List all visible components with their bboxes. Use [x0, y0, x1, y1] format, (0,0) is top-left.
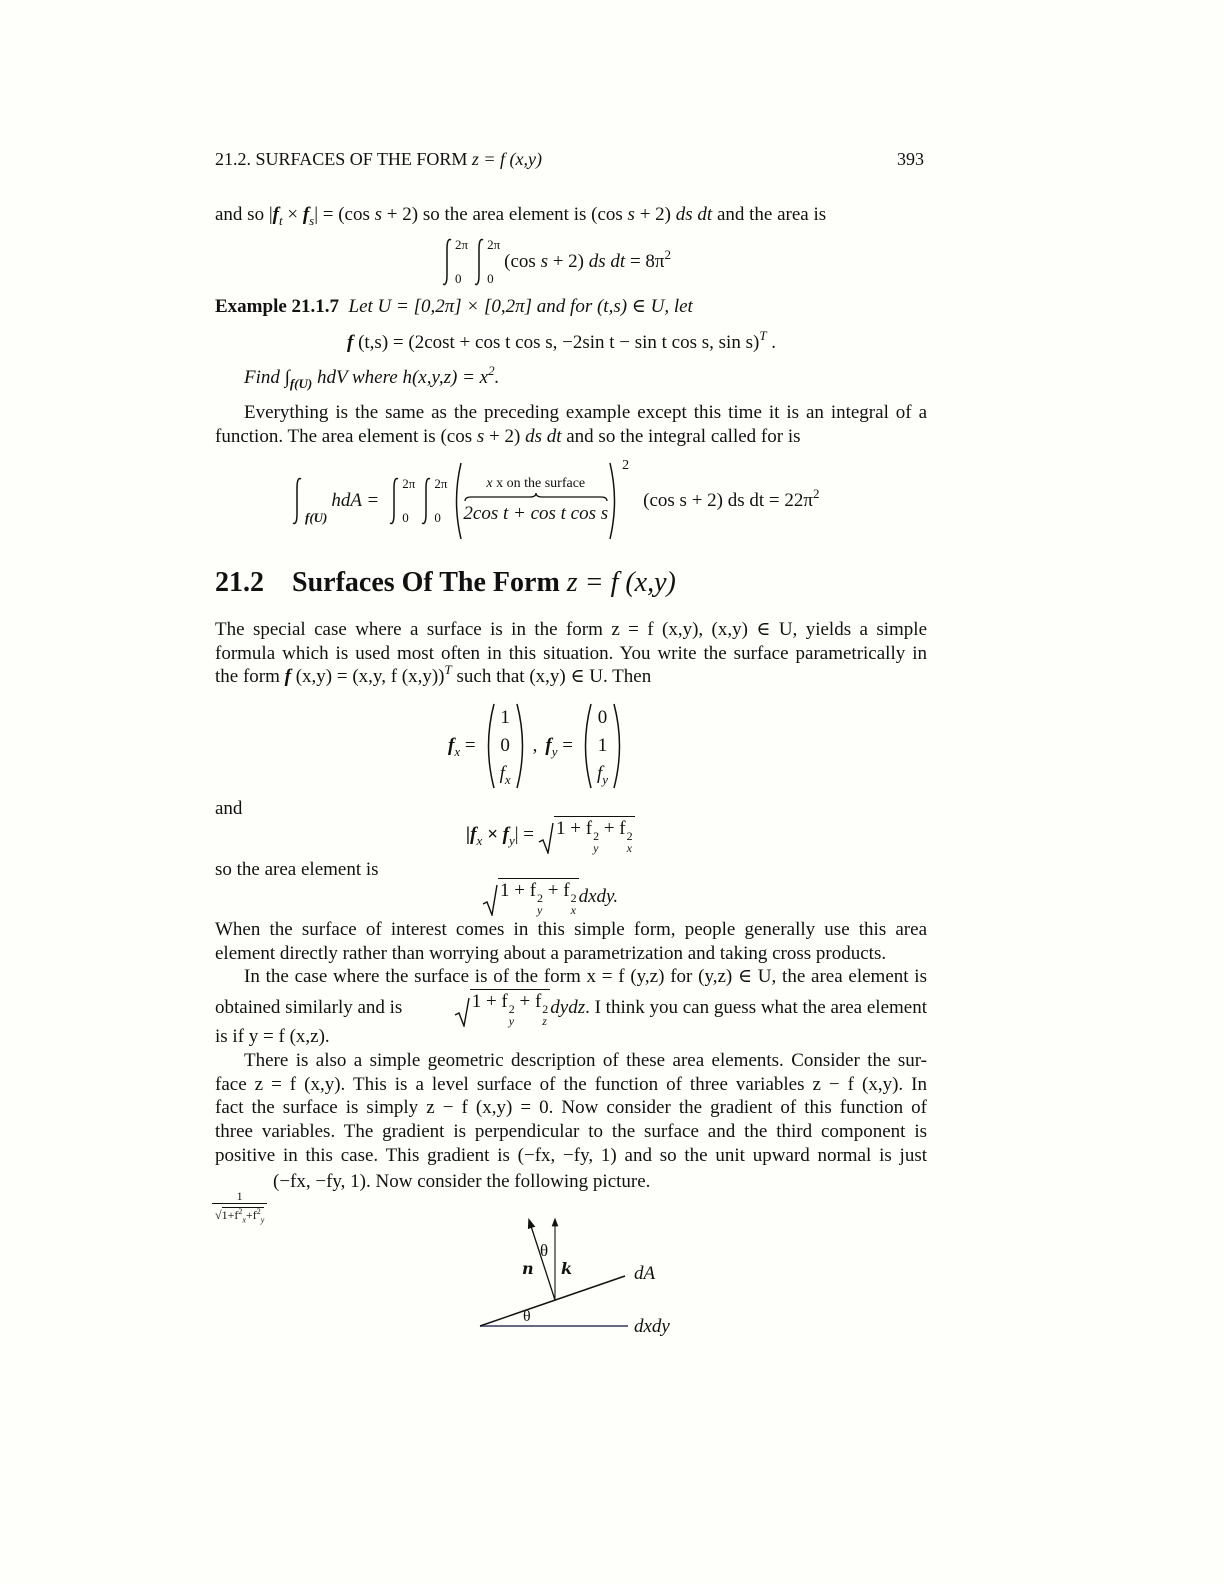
limits [487, 238, 500, 286]
exponent: 2 [570, 891, 577, 905]
exponent: 2 [626, 829, 633, 843]
sub-x: x [454, 744, 461, 759]
right-paren [515, 702, 529, 790]
radicand-text: 1 + f [500, 880, 537, 901]
n-label: n [522, 1259, 534, 1278]
text: and so the integral called for is [561, 425, 801, 447]
integral-2 [472, 237, 500, 287]
exponent: 2 [488, 363, 495, 378]
upper-limit: 2π [455, 237, 469, 252]
text: + 2) [484, 425, 526, 447]
sub-x: x [570, 903, 576, 917]
vec-f: f [284, 666, 291, 688]
intro-text: | = (cos [314, 204, 370, 225]
text-line: The special case where a surface is in the form z = f (x,y), (x,y) ∈ U, yields a simple [215, 619, 927, 640]
equals: = [464, 735, 476, 756]
inline-area-element [454, 989, 927, 1027]
sub-x: x [504, 772, 511, 787]
exponent: 2 [622, 458, 630, 473]
text-line: When the surface of interest comes in this simple form, people generally use this area [215, 919, 927, 940]
equation-surface-integral [290, 458, 819, 544]
entry: 1 [597, 735, 608, 756]
section-title [215, 566, 676, 600]
text-line: formula which is used most often in this situation. You write the surface parametrically in [215, 642, 927, 664]
radicand [470, 989, 551, 1027]
overbrace-group [463, 476, 608, 526]
entry-f: f [499, 763, 505, 784]
text-line: is if y = f (x,z). [215, 1026, 330, 1047]
paragraph-3-line4 [215, 991, 927, 1028]
dsdt: ds dt [525, 425, 562, 447]
radicand-text: 1 + f [556, 818, 593, 839]
theta-bottom-label: θ [523, 1308, 531, 1325]
exponent: 2 [256, 1207, 261, 1216]
sub-x: x [626, 841, 632, 855]
integral-sign [387, 476, 401, 526]
paragraph-3 [215, 918, 927, 989]
example-text: Let U = [0,2π] × [0,2π] and for (t,s) ∈ U, let [348, 296, 693, 317]
exponent: 2 [537, 891, 544, 905]
section-title-text: Surfaces Of The Form [292, 567, 560, 598]
result: = 8π [625, 251, 665, 272]
sub-s: s [309, 213, 315, 228]
running-title: 21.2. SURFACES OF THE FORM [215, 149, 468, 169]
vec-f: f [272, 204, 279, 225]
figure-normal-diagram [470, 1214, 710, 1344]
lower-limit: 0 [402, 510, 409, 525]
theta-top-label: θ [540, 1241, 549, 1260]
limits [455, 238, 468, 286]
equation-partials [448, 701, 626, 791]
dsdt: ds dt [588, 251, 626, 272]
text: . I think you can guess what the area element [585, 997, 927, 1018]
vector-fy [593, 704, 612, 788]
upper-limit: 2π [487, 237, 501, 252]
sub-y: y [593, 841, 599, 855]
brace-label: x x on the surface [486, 476, 586, 491]
equation-area-element [482, 880, 619, 917]
integral-sign [440, 237, 454, 287]
sqrt-sign [538, 822, 554, 854]
entry [500, 760, 511, 788]
integrand-text: (cos [504, 251, 536, 272]
sub-y: y [602, 772, 609, 787]
radicand [498, 878, 579, 916]
rest-text: (cos s + 2) ds dt = 22π [643, 490, 813, 511]
entry [597, 760, 608, 788]
integral-1 [440, 237, 468, 287]
sqrt-sign [454, 997, 470, 1027]
integral-lhs [290, 476, 327, 526]
intro-text: and the area is [712, 204, 827, 225]
section-math: z = f (x,y) [566, 567, 676, 598]
entry: 1 [500, 707, 510, 728]
example-heading [215, 295, 693, 319]
text: (x,y) = (x,y, f (x,y)) [290, 666, 445, 688]
find-text: Find ∫ [244, 367, 290, 388]
equals: = [562, 735, 573, 756]
text-line: face z = f (x,y). This is a level surface of the function of three variables z − f (x,y). In [215, 1073, 927, 1095]
f-end: . [766, 332, 777, 353]
right-paren [608, 461, 620, 541]
paragraph-2 [215, 618, 927, 689]
vec-f: f [545, 735, 552, 756]
lhs-bar-f: |f [466, 824, 477, 845]
fx-label [448, 734, 476, 758]
sub-z: z [542, 1014, 547, 1028]
sub-y: y [551, 744, 558, 759]
vec-f: f [302, 204, 310, 225]
integrand-text: + 2) [547, 251, 589, 272]
entry: 0 [500, 735, 510, 756]
running-math: z = f (x,y) [471, 149, 543, 169]
text-line: In the case where the surface is of the form x = f (y,z) for (y,z) ∈ U, the area element is [244, 966, 927, 988]
exponent: 2 [593, 829, 600, 843]
find-sub: f(U) [289, 376, 313, 391]
left-paren [451, 461, 463, 541]
text: such that (x,y) ∈ U. Then [451, 666, 652, 688]
sub-x: x [242, 1215, 246, 1225]
paragraph-1 [215, 401, 927, 448]
lower-limit: 0 [455, 271, 462, 286]
script-stack [571, 892, 577, 916]
upper-limit: 2π [434, 476, 448, 491]
comma: , [532, 735, 538, 756]
example-find [244, 363, 500, 391]
den-text: +f [245, 1208, 257, 1222]
equation-cross-norm [466, 818, 635, 855]
vec-f: f [448, 735, 455, 756]
area-element-text: so the area element is [215, 859, 379, 880]
sub-y: y [508, 833, 515, 848]
script-stack [542, 1003, 548, 1027]
integral-sign [419, 476, 433, 526]
text: (−fx, −fy, 1). Now consider the following picture. [268, 1171, 651, 1192]
text: the form [215, 666, 285, 688]
fraction [215, 1190, 264, 1226]
sqrt-sign [482, 884, 498, 916]
intro-line [215, 203, 826, 227]
text-line: There is also a simple geometric description of these area elements. Consider the sur- [244, 1050, 927, 1071]
rest [643, 486, 820, 513]
intro-text: + 2) so the area element is (cos [382, 204, 623, 225]
upper-limit: 2π [402, 476, 416, 491]
sub-y: y [537, 903, 543, 917]
sub-y: y [508, 1014, 515, 1028]
limits [305, 477, 327, 525]
den-text: 1+f [221, 1208, 239, 1222]
vector-fx [496, 704, 515, 788]
n-vector-arrow [530, 1223, 555, 1300]
text-line: positive in this case. This gradient is (−fx, −fy, 1) and so the unit upward normal is just [215, 1144, 927, 1166]
sub-y: y [260, 1215, 265, 1225]
f-rest: t + cos t cos s, −2sin t − sin t cos s, sin s) [449, 332, 760, 353]
text: obtained similarly and is [215, 997, 403, 1018]
integrand [504, 247, 672, 274]
entry-f: f [596, 763, 603, 784]
text-line: fact the surface is simply z − f (x,y) = 0. Now consider the gradient of this function of [215, 1097, 927, 1119]
var-s: s [476, 425, 485, 447]
exponent: 2 [664, 247, 672, 262]
example-label: Example 21.1.7 [215, 296, 340, 317]
bar-equals: | = [514, 824, 535, 845]
dydz: dydz [550, 997, 586, 1018]
text-line: element directly rather than worrying about a parametrization and taking cross products. [215, 942, 887, 964]
section-number: 21.2 [215, 567, 264, 598]
times: × [282, 204, 303, 225]
numerator: 1 [212, 1190, 267, 1204]
dxdy: dxdy. [578, 886, 619, 907]
lower-limit: 0 [434, 510, 441, 525]
script-stack [627, 830, 633, 854]
limits [434, 477, 447, 525]
radicand [554, 816, 635, 854]
intro-text: and so | [215, 204, 273, 225]
text: function. The area element is (cos [215, 425, 473, 447]
dsdt: ds dt [675, 204, 713, 225]
limits [402, 477, 415, 525]
transpose: T [444, 662, 452, 678]
sub-t: t [278, 213, 283, 228]
sqrt [538, 816, 635, 854]
running-header [215, 148, 542, 170]
exponent: 2 [508, 1002, 515, 1016]
radicand-text: 1 + f [471, 991, 508, 1012]
find-text: hdV where h(x,y,z) = x [312, 367, 489, 388]
text-line: Everything is the same as the preceding example except this time it is an integral of a [244, 402, 927, 423]
overbrace [464, 492, 608, 502]
var-s: s [627, 204, 635, 225]
exponent: 2 [812, 486, 820, 501]
left-paren [482, 702, 496, 790]
var-s: s [540, 251, 548, 272]
k-label: k [561, 1259, 573, 1278]
radicand-text: + f [543, 880, 570, 901]
paragraph-4 [215, 1049, 927, 1167]
integral-2 [419, 476, 447, 526]
times-f: × f [482, 824, 509, 845]
exponent: 2 [542, 1002, 549, 1016]
fy-label [545, 734, 573, 758]
exponent: 2 [238, 1207, 243, 1216]
page-number: 393 [897, 149, 924, 169]
dA-surface-line [480, 1276, 625, 1326]
integral-sign [472, 237, 486, 287]
lower-limit: 0 [487, 271, 494, 286]
equation-area [440, 236, 671, 288]
brace-label-text: x on the surface [496, 476, 586, 491]
right-paren [612, 702, 626, 790]
sqrt [454, 989, 551, 1027]
f-args: (t,s) = (2cos [353, 332, 450, 353]
text-line [215, 425, 927, 449]
left-paren [579, 702, 593, 790]
example-function [347, 328, 777, 355]
vec-f: f [347, 332, 354, 353]
lhs-sub: f(U) [305, 510, 328, 525]
dxdy-label: dxdy [634, 1316, 670, 1337]
radicand-text: + f [514, 991, 542, 1012]
text-line [215, 662, 927, 689]
brace-content: 2cos t + cos t cos s [463, 503, 609, 524]
intro-text: + 2) [634, 204, 676, 225]
var-s: s [374, 204, 383, 225]
and-text: and [215, 798, 243, 819]
transpose: T [759, 328, 767, 343]
integral-sign [290, 476, 304, 526]
sub-x: x [476, 833, 483, 848]
integral-1 [387, 476, 415, 526]
radicand-text: + f [599, 818, 626, 839]
cross-lhs [466, 823, 534, 847]
text-line: three variables. The gradient is perpendicular to the surface and the third component is [215, 1121, 927, 1143]
denominator: $√1+f^2_x+f^2_y$ [215, 1207, 265, 1225]
find-end: . [494, 367, 500, 388]
lhs: hdA = [331, 490, 380, 511]
entry: 0 [597, 707, 608, 728]
sqrt [482, 878, 579, 916]
dA-label: dA [634, 1263, 656, 1284]
